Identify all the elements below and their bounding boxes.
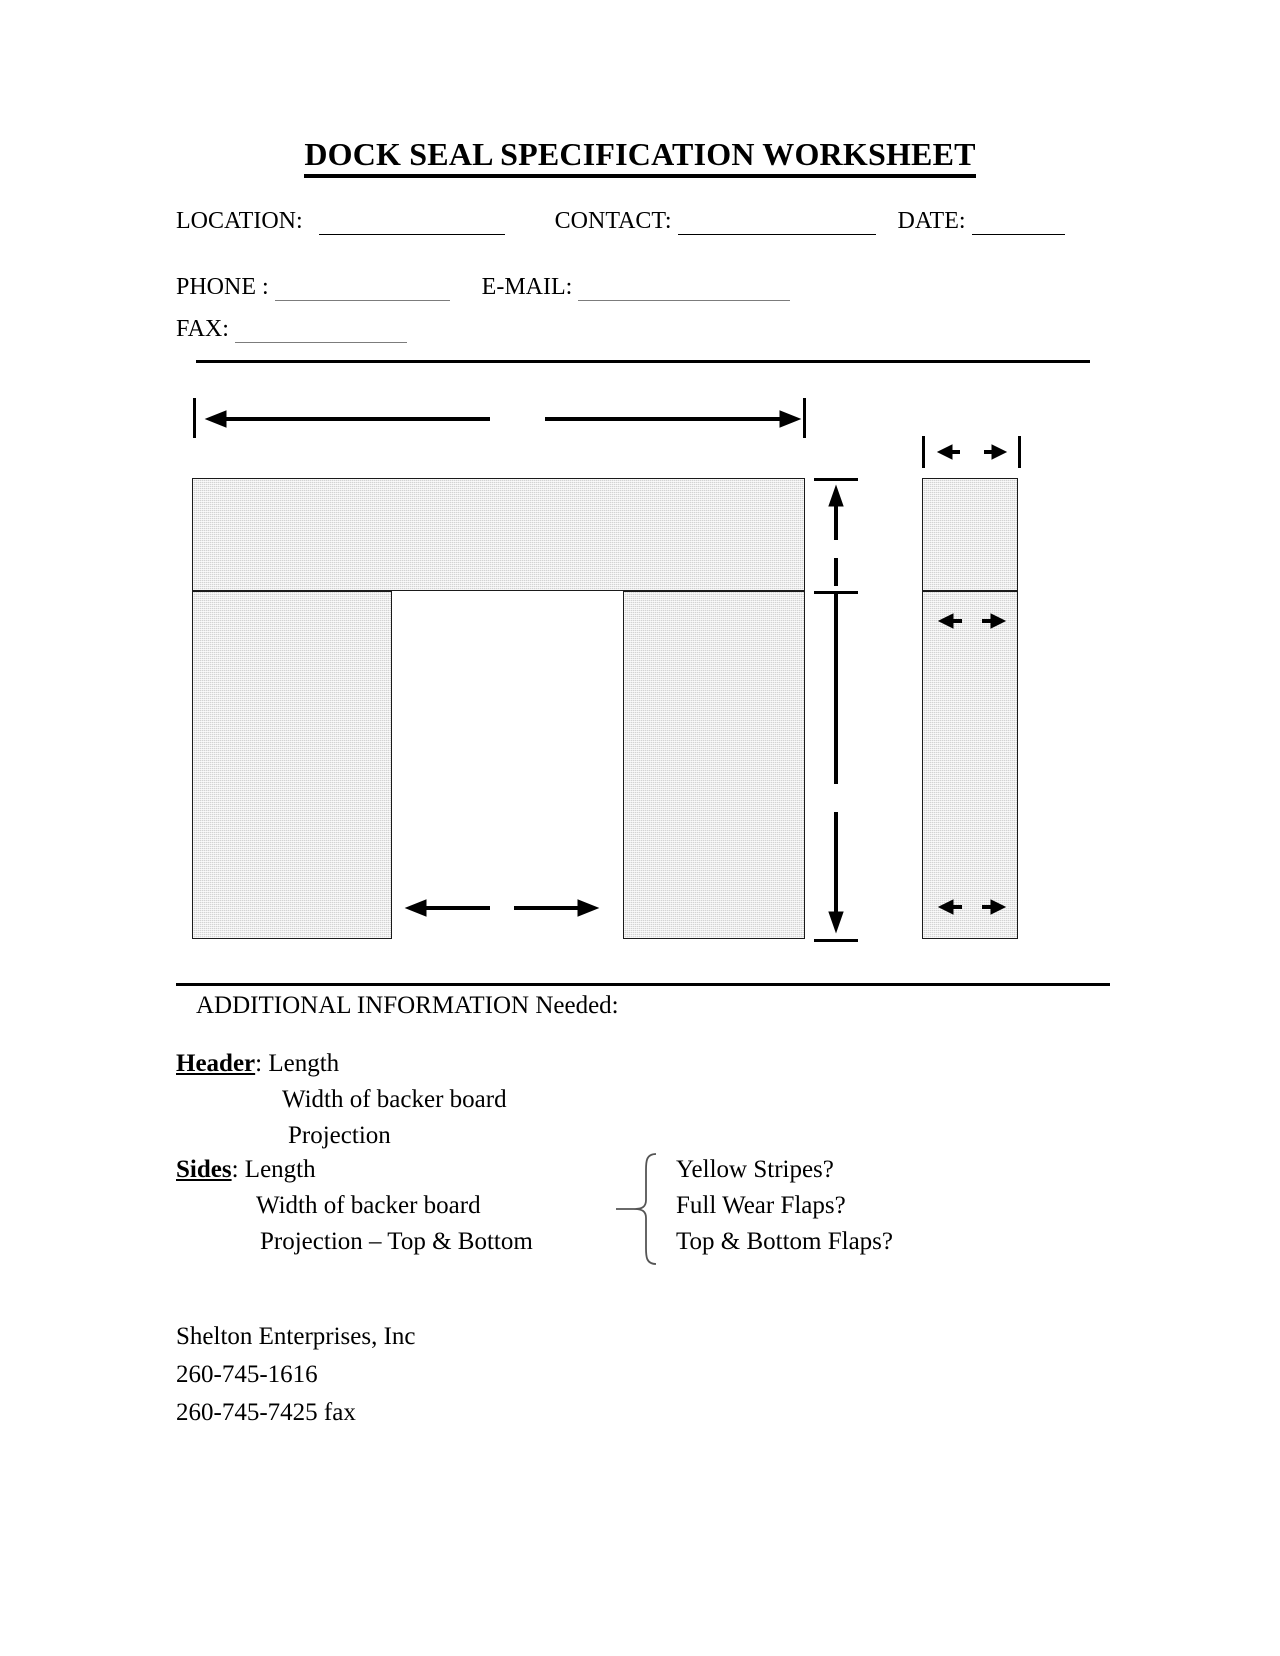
option-2-line	[676, 1228, 893, 1256]
profile-strip-lower	[922, 591, 1018, 939]
company-phone: 260-745-1616	[176, 1361, 318, 1388]
opening-width-arrow	[402, 893, 602, 923]
contact-input[interactable]	[678, 215, 876, 235]
header-group-item-1-line	[282, 1086, 507, 1114]
side-height-arrow	[822, 594, 850, 936]
header-group-colon: :	[255, 1050, 263, 1077]
page-title-text: DOCK SEAL SPECIFICATION WORKSHEET	[304, 136, 975, 178]
option-2: Top & Bottom Flaps?	[676, 1228, 894, 1255]
overall-width-arrow	[200, 404, 810, 434]
additional-information-heading: ADDITIONAL INFORMATION Needed:	[196, 992, 619, 1019]
header-group-item-2: Projection	[288, 1122, 391, 1149]
sides-group-item-1-line	[256, 1192, 481, 1220]
option-1-line	[676, 1192, 846, 1220]
date-input[interactable]	[972, 215, 1065, 235]
location-label: LOCATION:	[176, 208, 303, 234]
sides-group-line	[176, 1156, 316, 1184]
header-height-bottom-tick	[814, 591, 858, 594]
email-input[interactable]	[578, 281, 790, 301]
option-0-line	[676, 1156, 834, 1184]
header-group-item-2-line	[288, 1122, 391, 1150]
page-title	[0, 136, 1280, 173]
phone-input[interactable]	[275, 281, 450, 301]
overall-width-left-extension	[193, 398, 196, 438]
brace-icon	[604, 1152, 664, 1266]
phone-label: PHONE :	[176, 274, 269, 300]
sides-group-item-0: Length	[244, 1156, 316, 1183]
form-row-3	[176, 316, 1136, 350]
header-group-label: Header	[176, 1050, 256, 1077]
side-width-right-extension	[1018, 436, 1021, 468]
fax-label: FAX:	[176, 316, 229, 342]
header-group-item-1: Width of backer board	[282, 1086, 507, 1113]
overall-width-right-extension	[803, 398, 806, 438]
right-side-pad	[623, 591, 805, 939]
divider-above-diagram	[196, 360, 1090, 363]
divider-below-diagram	[176, 983, 1110, 986]
date-label: DATE:	[897, 208, 966, 234]
contact-label: CONTACT:	[554, 208, 672, 234]
header-group-line	[176, 1050, 339, 1078]
footer-contact-block	[176, 1318, 416, 1432]
sides-group-colon: :	[231, 1156, 239, 1183]
form-row-2	[176, 274, 1136, 316]
side-height-bottom-tick	[814, 939, 858, 942]
header-height-arrow	[822, 482, 850, 590]
side-projection-top-arrow	[936, 608, 1008, 634]
form-fields	[176, 208, 1136, 350]
location-input[interactable]	[319, 215, 505, 235]
sides-group-label: Sides	[176, 1156, 232, 1183]
header-height-top-tick	[814, 478, 858, 481]
side-pad-width-arrow	[934, 440, 1010, 464]
sides-group-item-2-line	[260, 1228, 533, 1256]
side-width-left-extension	[922, 436, 925, 468]
company-name: Shelton Enterprises, Inc	[176, 1323, 416, 1350]
sides-group-item-2: Projection – Top & Bottom	[260, 1228, 533, 1255]
side-projection-bottom-arrow	[936, 894, 1008, 920]
profile-strip-upper	[922, 478, 1018, 591]
form-row-1	[176, 208, 1136, 250]
left-side-pad	[192, 591, 392, 939]
header-block	[192, 478, 805, 591]
header-group-item-0: Length	[268, 1050, 340, 1077]
email-label: E-MAIL:	[481, 274, 573, 300]
option-0: Yellow Stripes?	[676, 1156, 834, 1183]
sides-group-item-1: Width of backer board	[256, 1192, 481, 1219]
company-fax: 260-745-7425 fax	[176, 1399, 356, 1426]
option-1: Full Wear Flaps?	[676, 1192, 846, 1219]
fax-input[interactable]	[235, 323, 407, 343]
